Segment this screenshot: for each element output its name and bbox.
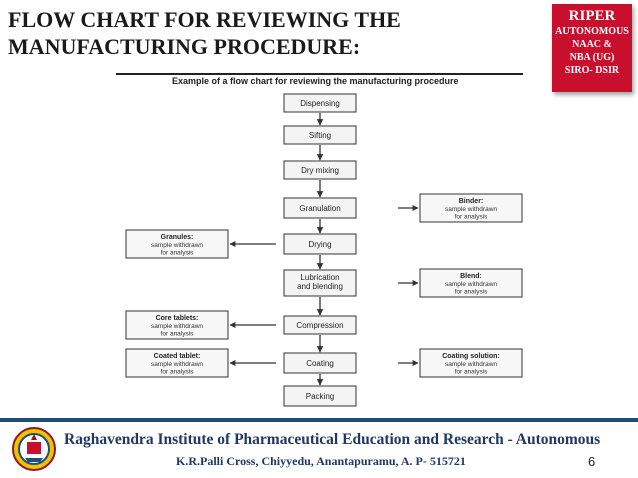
sample-box-text: sample withdrawn [444,361,498,368]
sample-box-title: Granules: [160,234,194,241]
sample-box-title: Core tablets: [155,315,199,322]
process-step-label: Dispensing [300,99,340,108]
process-step-label: Coating [306,359,334,368]
sample-box-text: for analysis [454,288,488,296]
process-step-label: Drying [308,240,332,249]
badge-line-3: NBA (UG) [569,52,615,63]
sample-box-title: Coated tablet: [153,353,201,360]
slide-title-line-2: MANUFACTURING PROCEDURE: [8,34,361,59]
process-step-label: Compression [296,321,344,330]
sample-box-text: for analysis [160,330,194,338]
page-number: 6 [588,454,596,469]
sample-box-text: sample withdrawn [444,206,498,213]
sample-box-text: for analysis [454,368,488,376]
institute-logo-icon [10,426,58,477]
flow-chart-caption: Example of a flow chart for reviewing the manufacturing procedure [172,76,459,86]
process-step-label: Dry mixing [301,166,339,175]
sample-box-title: Binder: [458,198,484,205]
slide-title-line-1: FLOW CHART FOR REVIEWING THE [8,7,401,32]
process-step-label: Granulation [299,204,341,213]
sample-box-text: for analysis [160,368,194,376]
sample-box-text: for analysis [454,213,488,221]
footer-address: K.R.Palli Cross, Chiyyedu, Anantapuramu, A. P- 515721 [176,454,466,468]
process-step-label: Lubrication [300,273,340,282]
sample-box-text: sample withdrawn [150,361,204,368]
badge-line-1: AUTONOMOUS [555,26,629,37]
sample-box-text: sample withdrawn [444,281,498,288]
sample-box-text: sample withdrawn [150,242,204,249]
process-step-label: Sifting [308,131,332,140]
footer-divider [0,418,638,422]
footer-institute-name: Raghavendra Institute of Pharmaceutical Education and Research - Autonomous [64,431,601,448]
process-step-label: and blending [297,282,343,291]
sample-box-title: Coating solution: [442,353,500,360]
sample-box-title: Blend: [460,273,482,280]
sample-box-text: for analysis [160,249,194,257]
badge-line-2: NAAC & [572,39,612,50]
badge-name: RIPER [568,8,616,24]
sample-box-text: sample withdrawn [150,323,204,330]
badge-line-4: SIRO- DSIR [564,65,620,76]
process-step-label: Packing [305,392,335,401]
